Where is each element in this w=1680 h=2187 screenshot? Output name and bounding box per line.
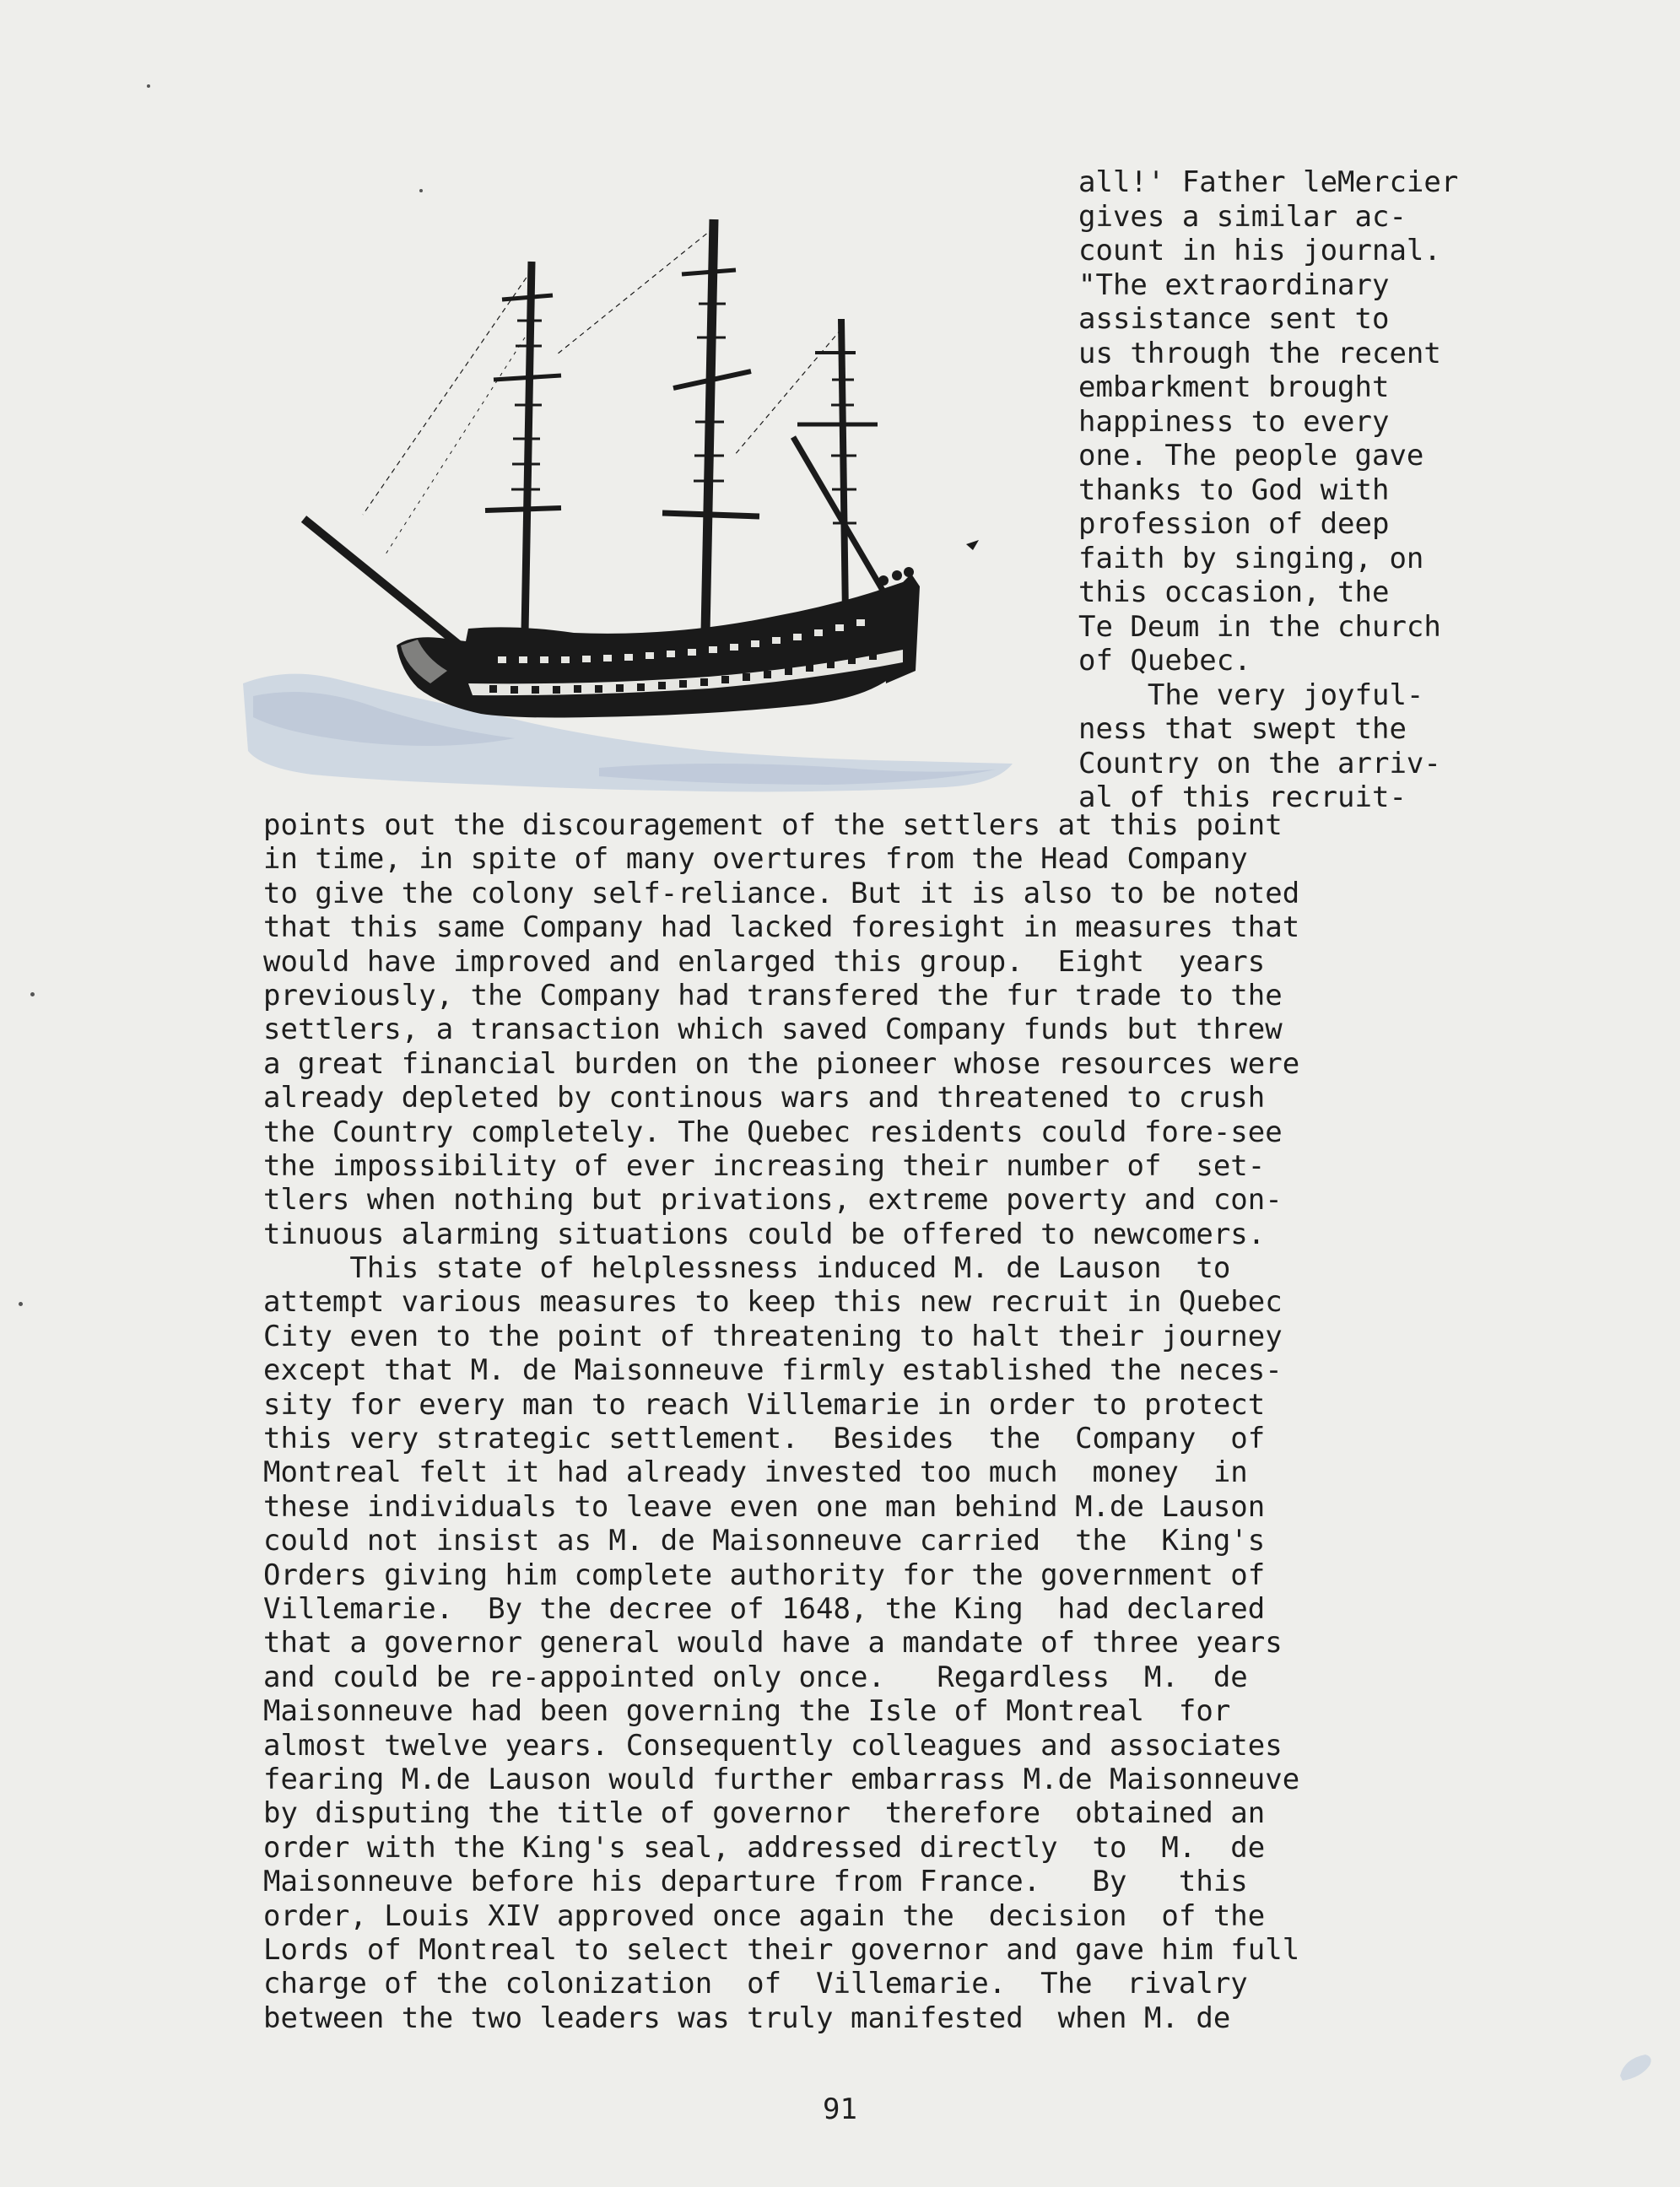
- ink-mark: [1616, 2050, 1658, 2084]
- text-line: one. The people gave: [1078, 439, 1424, 472]
- page-number: 91: [823, 2092, 857, 2126]
- text-line: Villemarie. By the decree of 1648, the King had declared: [263, 1591, 1266, 1626]
- text-line: these individuals to leave even one man behind M.de Lauson: [263, 1489, 1266, 1524]
- text-line: Lords of Montreal to select their governor and gave him full: [263, 1932, 1300, 1967]
- text-line: profession of deep: [1078, 507, 1390, 541]
- mast-rigging: [511, 304, 856, 523]
- body-text: [263, 808, 1529, 2035]
- right-column-text: [1078, 165, 1534, 815]
- text-line: that this same Company had lacked foresight in measures that: [263, 910, 1300, 945]
- text-line: in time, in spite of many overtures from the Head Company: [263, 842, 1248, 877]
- text-line: this very strategic settlement. Besides the Company of: [263, 1422, 1266, 1456]
- scan-speck: [419, 189, 423, 192]
- text-line: the impossibility of ever increasing their number of set-: [263, 1148, 1266, 1183]
- scan-speck: [30, 992, 35, 996]
- text-line: us through the recent: [1078, 336, 1441, 370]
- scan-speck: [19, 1302, 23, 1306]
- text-line: attempt various measures to keep this new recruit in Quebec: [263, 1285, 1283, 1320]
- text-line: Orders giving him complete authority for the government of: [263, 1558, 1266, 1592]
- text-line: The very joyful-: [1078, 678, 1424, 712]
- text-line: order with the King's seal, addressed directly to M. de: [263, 1830, 1266, 1865]
- text-line: already depleted by continous wars and threatened to crush: [263, 1081, 1266, 1115]
- text-line: to give the colony self-reliance. But it is also to be noted: [263, 876, 1300, 910]
- text-line: thanks to God with: [1078, 472, 1390, 507]
- text-line: Maisonneuve had been governing the Isle of Montreal for: [263, 1694, 1231, 1729]
- ship-illustration: [236, 211, 1029, 818]
- text-line: ness that swept the: [1078, 712, 1407, 746]
- text-line: assistance sent to: [1078, 302, 1390, 336]
- text-line: between the two leaders was truly manifested when M. de: [263, 2001, 1231, 2035]
- text-line: tinuous alarming situations could be offered to newcomers.: [263, 1217, 1266, 1251]
- text-line: happiness to every: [1078, 404, 1390, 439]
- text-line: gives a similar ac-: [1078, 199, 1407, 234]
- text-line: would have improved and enlarged this group. Eight years: [263, 944, 1266, 979]
- text-line: This state of helplessness induced M. de Lauson to: [263, 1251, 1231, 1286]
- text-line: embarkment brought: [1078, 370, 1390, 404]
- hull: [397, 540, 979, 718]
- text-line: Montreal felt it had already invested too much money in: [263, 1455, 1248, 1490]
- text-line: Te Deum in the church: [1078, 609, 1441, 644]
- text-line: faith by singing, on: [1078, 541, 1424, 575]
- text-line: Maisonneuve before his departure from France. By this: [263, 1865, 1248, 1899]
- text-line: City even to the point of threatening to halt their journey: [263, 1319, 1283, 1353]
- masts: [304, 219, 893, 645]
- text-line: almost twelve years. Consequently colleagues and associates: [263, 1728, 1283, 1763]
- text-line: fearing M.de Lauson would further embarrass M.de Maisonneuve: [263, 1762, 1300, 1796]
- text-line: count in his journal.: [1078, 234, 1441, 267]
- text-line: could not insist as M. de Maisonneuve carried the King's: [263, 1524, 1266, 1558]
- text-line: this occasion, the: [1078, 575, 1390, 609]
- text-line: by disputing the title of governor therefore obtained an: [263, 1796, 1266, 1831]
- text-line: settlers, a transaction which saved Company funds but threw: [263, 1012, 1283, 1047]
- text-line: except that M. de Maisonneuve firmly established the neces-: [263, 1353, 1283, 1388]
- text-line: tlers when nothing but privations, extreme poverty and con-: [263, 1183, 1283, 1218]
- text-line: that a governor general would have a mandate of three years: [263, 1626, 1283, 1660]
- text-line: points out the discouragement of the settlers at this point: [263, 808, 1283, 842]
- text-line: "The extraordinary: [1078, 267, 1390, 302]
- scan-speck: [147, 84, 150, 88]
- text-line: of Quebec.: [1078, 644, 1251, 678]
- text-line: the Country completely. The Quebec residents could fore-see: [263, 1115, 1283, 1149]
- text-line: sity for every man to reach Villemarie in order to protect: [263, 1387, 1266, 1422]
- text-line: and could be re-appointed only once. Regardless M. de: [263, 1660, 1248, 1694]
- text-line: Country on the arriv-: [1078, 746, 1441, 780]
- text-line: order, Louis XIV approved once again the decision of the: [263, 1898, 1266, 1933]
- text-line: al of this recruit-: [1078, 780, 1407, 814]
- text-line: charge of the colonization of Villemarie. The rivalry: [263, 1967, 1248, 2001]
- text-line: all!' Father leMercier: [1078, 165, 1459, 199]
- text-line: previously, the Company had transfered the fur trade to the: [263, 978, 1283, 1012]
- text-line: a great financial burden on the pioneer whose resources were: [263, 1046, 1300, 1081]
